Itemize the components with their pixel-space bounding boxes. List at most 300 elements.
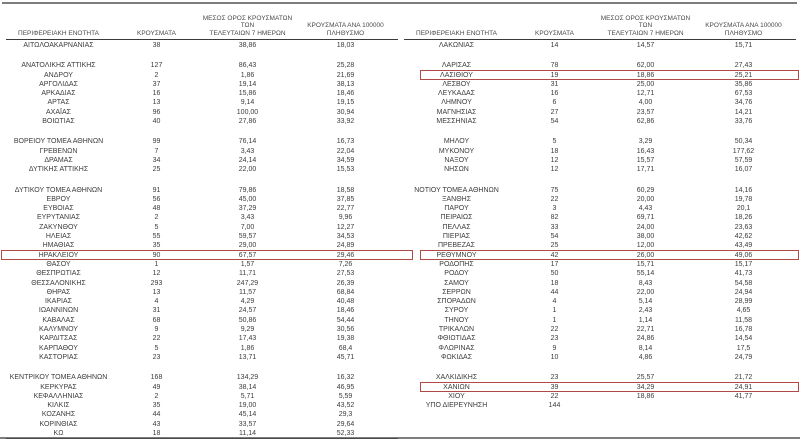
cell-cases: 2	[154, 392, 159, 400]
cell-cases-per-100000: 25,21	[734, 71, 753, 79]
table-row	[404, 392, 796, 401]
spacer-row	[404, 362, 796, 373]
cell-regional-unit: ΔΥΤΙΚΟΥ ΤΟΜΕΑ ΑΘΗΝΩΝ	[14, 186, 103, 194]
column-header-cases-per-100000: ΚΡΟΥΣΜΑΤΑ ΑΝΑ 100000 ΠΛΗΘΥΣΜΟ	[705, 22, 782, 37]
cell-cases: 22	[550, 195, 559, 203]
table-row	[404, 401, 796, 410]
table-row	[6, 204, 398, 213]
cell-cases-per-100000: 18,58	[336, 186, 355, 194]
cell-cases: 1	[154, 260, 159, 268]
cell-cases-per-100000: 67,53	[734, 90, 753, 98]
cell-regional-unit: ΧΑΛΚΙΔΙΚΗΣ	[435, 374, 478, 382]
cell-7day-average: 1,86	[240, 71, 255, 79]
cell-cases: 18	[550, 147, 559, 155]
cell-cases: 19	[550, 71, 559, 79]
cell-cases-per-100000: 26,39	[336, 279, 355, 287]
cell-7day-average: 11,71	[239, 270, 256, 278]
cell-regional-unit: ΝΑΞΟΥ	[444, 156, 469, 164]
cell-7day-average: 4,00	[638, 99, 653, 107]
table-row	[6, 420, 398, 429]
cell-7day-average: 34,29	[636, 383, 655, 391]
cell-cases: 18	[152, 429, 161, 437]
cell-cases-per-100000: 49,06	[734, 251, 753, 259]
cell-cases-per-100000: 18,46	[336, 90, 355, 98]
cell-regional-unit: ΣΑΜΟΥ	[444, 279, 469, 287]
cell-7day-average: 11,14	[239, 429, 256, 437]
cell-cases: 35	[152, 242, 161, 250]
cell-cases: 13	[152, 288, 161, 296]
cell-cases-per-100000: 14,21	[734, 108, 753, 116]
table-row	[404, 269, 796, 278]
cell-cases: 75	[550, 186, 559, 194]
cell-cases: 1	[552, 316, 557, 324]
cell-cases: 4	[154, 298, 159, 306]
cell-7day-average: 4,29	[240, 298, 255, 306]
cell-cases: 12	[550, 166, 559, 174]
cell-regional-unit: ΕΥΡΥΤΑΝΙΑΣ	[36, 214, 81, 222]
cell-regional-unit: ΗΡΑΚΛΕΙΟΥ	[38, 251, 79, 259]
cell-cases-per-100000: 50,34	[734, 138, 753, 146]
cell-cases-per-100000: 4,65	[736, 307, 751, 315]
table-row	[404, 204, 796, 213]
cell-cases: 50	[550, 270, 559, 278]
cell-cases: 13	[152, 99, 161, 107]
table-row	[6, 137, 398, 146]
cell-regional-unit: ΛΑΣΙΘΙΟΥ	[440, 71, 473, 79]
cell-cases: 44	[152, 411, 161, 419]
column-header-regional-unit: ΠΕΡΙΦΕΡΕΙΑΚΗ ΕΝΟΤΗΤΑ	[416, 29, 497, 37]
cell-cases-per-100000: 16,07	[734, 166, 753, 174]
cell-regional-unit: ΘΗΡΑΣ	[46, 288, 71, 296]
cell-cases: 10	[550, 353, 559, 361]
cell-regional-unit: ΠΕΙΡΑΙΩΣ	[440, 214, 473, 222]
cell-cases: 17	[550, 260, 559, 268]
table-row	[404, 137, 796, 146]
cell-regional-unit: ΚΑΡΔΙΤΣΑΣ	[39, 335, 78, 343]
cell-7day-average: 13,71	[238, 353, 257, 361]
table-row	[6, 232, 398, 241]
cell-7day-average: 247,29	[236, 279, 259, 287]
table-row	[404, 260, 796, 269]
cell-cases: 4	[552, 298, 557, 306]
cell-cases: 2	[154, 214, 159, 222]
cell-cases-per-100000: 25,28	[336, 62, 355, 70]
cell-7day-average: 9,14	[240, 99, 255, 107]
cell-regional-unit: ΚΙΛΚΙΣ	[47, 402, 70, 410]
table-row	[404, 213, 796, 222]
cell-7day-average: 37,29	[238, 205, 257, 213]
cell-cases-per-100000: 27,53	[336, 270, 355, 278]
cell-regional-unit: ΜΑΓΝΗΣΙΑΣ	[436, 108, 477, 116]
cell-regional-unit: ΑΝΑΤΟΛΙΚΗΣ ΑΤΤΙΚΗΣ	[21, 62, 96, 70]
cell-regional-unit: ΚΟΡΙΝΘΙΑΣ	[39, 420, 78, 428]
cell-cases: 48	[152, 205, 161, 213]
cell-7day-average: 7,00	[240, 223, 255, 231]
cell-cases-per-100000: 54,58	[734, 279, 753, 287]
cell-cases-per-100000: 33,76	[734, 118, 753, 126]
table-header	[404, 13, 796, 40]
cell-cases-per-100000: 23,63	[734, 223, 753, 231]
table-row	[404, 373, 796, 382]
cell-cases-per-100000: 29,3	[338, 411, 353, 419]
cell-7day-average: 1,14	[638, 316, 653, 324]
table-row	[404, 241, 796, 250]
cell-7day-average: 23,57	[636, 108, 655, 116]
cell-cases: 22	[152, 335, 161, 343]
cell-7day-average	[600, 401, 691, 410]
cell-cases-per-100000: 52,33	[336, 429, 355, 437]
cell-cases: 91	[152, 186, 161, 194]
cell-cases: 82	[550, 214, 559, 222]
table-row	[6, 41, 398, 50]
cell-cases-per-100000: 68,84	[336, 288, 355, 296]
cell-cases: 39	[550, 383, 559, 391]
cell-cases-per-100000: 15,53	[336, 166, 355, 174]
cell-7day-average: 14,57	[636, 42, 655, 49]
cell-cases-per-100000: 11,58	[735, 316, 752, 324]
table-row	[6, 279, 398, 288]
cell-7day-average: 15,57	[636, 156, 655, 164]
table-row	[6, 429, 398, 438]
cell-regional-unit: ΑΝΔΡΟΥ	[44, 71, 73, 79]
table-row	[6, 223, 398, 232]
cell-7day-average: 38,86	[238, 42, 257, 49]
cell-regional-unit: ΡΟΔΟΠΗΣ	[439, 260, 474, 268]
table-row	[404, 306, 796, 315]
cell-cases: 23	[152, 353, 161, 361]
cell-cases-per-100000: 18,26	[734, 214, 753, 222]
table-row	[6, 80, 398, 89]
column-header-cases: ΚΡΟΥΣΜΑΤΑ	[535, 29, 574, 37]
cell-regional-unit: ΜΥΚΟΝΟΥ	[438, 147, 475, 155]
cell-7day-average: 5,71	[240, 392, 255, 400]
cell-regional-unit: ΒΟΡΕΙΟΥ ΤΟΜΕΑ ΑΘΗΝΩΝ	[13, 138, 104, 146]
cell-regional-unit: ΚΕΝΤΡΙΚΟΥ ΤΟΜΕΑ ΑΘΗΝΩΝ	[9, 374, 108, 382]
cell-cases: 6	[552, 99, 557, 107]
table-row	[6, 297, 398, 306]
table-row	[6, 71, 398, 80]
table-row	[404, 147, 796, 156]
cell-cases-per-100000: 43,49	[734, 242, 753, 250]
cell-regional-unit: ΚΩ	[53, 429, 64, 437]
cell-cases-per-100000: 40,48	[336, 298, 355, 306]
cell-cases: 90	[152, 251, 161, 259]
spacer-row	[404, 126, 796, 137]
cell-regional-unit: ΛΑΚΩΝΙΑΣ	[438, 42, 475, 49]
cell-regional-unit: ΚΑΡΠΑΘΟΥ	[39, 344, 78, 352]
cell-regional-unit: ΗΛΕΙΑΣ	[45, 233, 72, 241]
table-row	[404, 344, 796, 353]
cell-cases-per-100000: 20,1	[736, 205, 751, 213]
cell-cases: 22	[550, 392, 559, 400]
cell-7day-average: 25,00	[636, 80, 655, 88]
cell-7day-average: 69,71	[636, 214, 655, 222]
table-row	[6, 316, 398, 325]
cell-7day-average: 5,14	[638, 298, 653, 306]
cell-7day-average: 18,86	[636, 392, 655, 400]
cell-regional-unit: ΧΙΟΥ	[448, 392, 465, 400]
cell-7day-average: 33,57	[238, 420, 257, 428]
cell-cases-per-100000: 5,59	[338, 392, 353, 400]
cell-cases: 12	[152, 270, 161, 278]
cell-regional-unit: ΘΕΣΠΡΩΤΙΑΣ	[36, 270, 81, 278]
cell-7day-average: 24,14	[238, 156, 257, 164]
table-row	[404, 186, 796, 195]
table-row	[404, 334, 796, 343]
cell-7day-average: 25,57	[636, 374, 655, 382]
cell-7day-average: 134,29	[236, 374, 259, 382]
cell-cases: 144	[548, 402, 561, 410]
cell-cases-per-100000: 42,62	[734, 233, 753, 241]
cell-regional-unit: ΦΛΩΡΙΝΑΣ	[438, 344, 475, 352]
cell-regional-unit: ΛΕΥΚΑΔΑΣ	[437, 90, 476, 98]
column-header-cases: ΚΡΟΥΣΜΑΤΑ	[137, 29, 176, 37]
cell-7day-average: 45,00	[238, 195, 257, 203]
cell-cases-per-100000: 21,69	[336, 71, 355, 79]
cell-7day-average: 62,00	[636, 62, 655, 70]
column-header-7day-average: ΜΕΣΟΣ ΟΡΟΣ ΚΡΟΥΣΜΑΤΩΝ ΤΩΝ ΤΕΛΕΥΤΑΙΩΝ 7 ΗΜΕΡΩΝ	[600, 14, 691, 37]
cell-cases: 127	[150, 62, 163, 70]
table-row	[404, 316, 796, 325]
cell-cases-per-100000: 68,4	[338, 344, 353, 352]
cell-7day-average: 22,71	[636, 326, 655, 334]
cell-cases: 27	[550, 108, 559, 116]
column-header-regional-unit: ΠΕΡΙΦΕΡΕΙΑΚΗ ΕΝΟΤΗΤΑ	[18, 29, 99, 37]
top-rule	[2, 2, 797, 4]
cell-regional-unit: ΣΠΟΡΑΔΩΝ	[437, 298, 476, 306]
cell-regional-unit: ΚΑΛΥΜΝΟΥ	[39, 326, 78, 334]
cell-7day-average: 1,86	[240, 344, 255, 352]
cell-7day-average: 29,00	[238, 242, 257, 250]
table-row	[6, 392, 398, 401]
table-row	[404, 288, 796, 297]
cell-cases: 25	[550, 242, 559, 250]
cell-7day-average: 19,14	[238, 80, 257, 88]
table-row	[6, 383, 398, 392]
cell-regional-unit: ΛΗΜΝΟΥ	[441, 99, 472, 107]
cell-regional-unit: ΚΑΣΤΟΡΙΑΣ	[39, 353, 78, 361]
cell-cases-per-100000: 19,38	[336, 335, 355, 343]
cell-regional-unit: ΖΑΚΥΝΘΟΥ	[39, 223, 78, 231]
cell-regional-unit: ΦΘΙΩΤΙΔΑΣ	[437, 335, 476, 343]
column-header-cases-per-100000: ΚΡΟΥΣΜΑΤΑ ΑΝΑ 100000 ΠΛΗΘΥΣΜΟ	[307, 22, 384, 37]
cell-7day-average: 9,29	[240, 326, 255, 334]
cell-regional-unit: ΦΩΚΙΔΑΣ	[440, 353, 473, 361]
cell-7day-average: 62,86	[636, 118, 655, 126]
cell-cases: 34	[152, 156, 161, 164]
cell-cases: 68	[152, 316, 161, 324]
cell-cases: 35	[152, 402, 161, 410]
cell-regional-unit: ΠΑΡΟΥ	[444, 205, 469, 213]
cell-cases-per-100000: 22,04	[336, 147, 355, 155]
table-body	[404, 40, 796, 410]
cell-regional-unit: ΠΙΕΡΙΑΣ	[442, 233, 471, 241]
cell-regional-unit: ΚΕΦΑΛΛΗΝΙΑΣ	[33, 392, 84, 400]
cell-regional-unit: ΑΧΑΪΑΣ	[46, 108, 71, 116]
cell-cases: 42	[550, 251, 559, 259]
cell-regional-unit: ΔΥΤΙΚΗΣ ΑΤΤΙΚΗΣ	[28, 166, 89, 174]
table-row	[6, 213, 398, 222]
cell-7day-average: 2,43	[638, 307, 653, 315]
cell-7day-average: 3,29	[638, 138, 653, 146]
table-row	[6, 269, 398, 278]
cell-cases: 168	[150, 374, 163, 382]
column-header-7day-average: ΜΕΣΟΣ ΟΡΟΣ ΚΡΟΥΣΜΑΤΩΝ ΤΩΝ ΤΕΛΕΥΤΑΙΩΝ 7 ΗΜΕΡΩΝ	[202, 14, 293, 37]
table-row	[404, 223, 796, 232]
cell-7day-average: 17,71	[636, 166, 655, 174]
table-row	[404, 232, 796, 241]
table-row	[6, 306, 398, 315]
cell-7day-average: 22,00	[636, 288, 655, 296]
cell-cases: 2	[154, 71, 159, 79]
cell-regional-unit: ΚΟΖΑΝΗΣ	[41, 411, 76, 419]
cell-cases-per-100000: 24,94	[734, 288, 753, 296]
cell-cases: 43	[152, 420, 161, 428]
cell-regional-unit: ΓΡΕΒΕΝΩΝ	[39, 147, 78, 155]
cell-cases-per-100000: 30,56	[336, 326, 355, 334]
cell-cases: 22	[550, 326, 559, 334]
cell-7day-average: 19,00	[238, 402, 257, 410]
cell-regional-unit: ΙΚΑΡΙΑΣ	[45, 298, 72, 306]
cell-regional-unit: ΧΑΝΙΩΝ	[443, 383, 470, 391]
cell-7day-average: 38,14	[238, 383, 257, 391]
cell-7day-average: 20,00	[636, 195, 655, 203]
cell-cases: 14	[550, 42, 559, 49]
cell-cases: 99	[152, 138, 161, 146]
cell-cases-per-100000: 18,46	[336, 307, 355, 315]
cell-cases-per-100000: 27,43	[734, 62, 753, 70]
cell-cases-per-100000: 57,59	[734, 156, 753, 164]
cell-cases-per-100000: 18,03	[336, 42, 355, 49]
cell-7day-average: 24,86	[636, 335, 655, 343]
table-row	[404, 80, 796, 89]
cell-cases: 5	[552, 138, 557, 146]
cell-cases: 31	[550, 80, 559, 88]
cell-regional-unit: ΡΟΔΟΥ	[444, 270, 469, 278]
table-row	[6, 147, 398, 156]
cell-regional-unit: ΕΒΡΟΥ	[46, 195, 71, 203]
table-row	[6, 373, 398, 382]
cell-7day-average: 3,43	[240, 147, 255, 155]
cell-cases-per-100000: 35,86	[734, 80, 753, 88]
cell-cases-per-100000: 24,79	[734, 353, 753, 361]
cell-7day-average: 50,86	[238, 316, 257, 324]
cell-regional-unit: ΣΕΡΡΩΝ	[442, 288, 471, 296]
cell-7day-average: 45,14	[238, 411, 257, 419]
cell-regional-unit: ΤΗΝΟΥ	[444, 316, 469, 324]
cell-7day-average: 12,71	[636, 90, 655, 98]
cell-cases-per-100000: 33,92	[336, 118, 355, 126]
cell-cases: 9	[154, 326, 159, 334]
cell-cases-per-100000: 177,62	[732, 147, 755, 155]
table-row	[6, 353, 398, 362]
table-row	[6, 344, 398, 353]
spacer-row	[404, 175, 796, 186]
cell-7day-average: 1,57	[240, 260, 255, 268]
table-row	[404, 98, 796, 107]
table-row	[404, 61, 796, 70]
cell-cases-per-100000: 16,73	[336, 138, 355, 146]
cell-regional-unit: ΛΑΡΙΣΑΣ	[441, 62, 472, 70]
cell-cases-per-100000: 14,54	[734, 335, 753, 343]
cell-7day-average: 22,00	[238, 166, 257, 174]
table-row	[6, 108, 398, 117]
cell-cases: 37	[152, 80, 161, 88]
cell-cases: 55	[152, 233, 161, 241]
cell-regional-unit: ΘΕΣΣΑΛΟΝΙΚΗΣ	[31, 279, 86, 287]
spacer-row	[6, 126, 398, 137]
table-row	[404, 353, 796, 362]
cell-cases-per-100000: 19,15	[336, 99, 355, 107]
cell-7day-average: 86,43	[238, 62, 257, 70]
table-row	[404, 117, 796, 126]
cell-cases-per-100000: 16,32	[336, 374, 355, 382]
cell-cases: 54	[550, 233, 559, 241]
table-row	[6, 325, 398, 334]
cell-7day-average: 8,14	[638, 344, 653, 352]
cell-cases: 78	[550, 62, 559, 70]
table-row	[6, 334, 398, 343]
cell-regional-unit: ΑΡΓΟΛΙΔΑΣ	[39, 80, 78, 88]
cell-cases: 38	[152, 42, 161, 49]
cell-7day-average: 12,00	[636, 242, 655, 250]
cell-cases-per-100000: 15,71	[734, 42, 753, 49]
cell-cases-per-100000: 17,5	[736, 344, 751, 352]
cell-cases-per-100000: 15,17	[734, 260, 753, 268]
cell-cases: 12	[550, 156, 559, 164]
spacer-row	[6, 175, 398, 186]
table-row	[404, 165, 796, 174]
table-row	[6, 410, 398, 419]
table-row	[6, 401, 398, 410]
cell-7day-average: 60,29	[636, 186, 655, 194]
cell-cases: 16	[550, 90, 559, 98]
cell-7day-average: 3,43	[240, 214, 255, 222]
cell-cases: 44	[550, 288, 559, 296]
table-row	[6, 117, 398, 126]
table-header	[6, 13, 398, 40]
cell-cases: 3	[552, 205, 557, 213]
cell-7day-average: 55,14	[636, 270, 655, 278]
cell-cases-per-100000: 41,77	[734, 392, 753, 400]
cell-7day-average: 11,57	[239, 288, 256, 296]
cell-cases: 23	[550, 335, 559, 343]
cell-cases-per-100000: 22,77	[336, 205, 355, 213]
cell-cases-per-100000: 34,59	[336, 156, 355, 164]
table-row	[404, 71, 796, 80]
cell-7day-average: 59,57	[238, 233, 257, 241]
cell-cases: 9	[552, 344, 557, 352]
cell-cases: 23	[550, 374, 559, 382]
cell-cases-per-100000: 24,89	[336, 242, 355, 250]
table-row	[6, 165, 398, 174]
cell-cases-per-100000: 21,72	[734, 374, 753, 382]
cell-cases: 54	[550, 118, 559, 126]
cell-7day-average: 4,86	[638, 353, 653, 361]
cell-regional-unit: ΞΑΝΘΗΣ	[441, 195, 472, 203]
table-row	[404, 279, 796, 288]
cell-regional-unit: ΗΜΑΘΙΑΣ	[42, 242, 75, 250]
cell-regional-unit: ΤΡΙΚΑΛΩΝ	[438, 326, 475, 334]
cell-cases-per-100000: 38,13	[336, 80, 355, 88]
cell-cases-per-100000: 43,52	[336, 402, 355, 410]
table-row	[404, 156, 796, 165]
cell-cases: 5	[154, 344, 159, 352]
cell-regional-unit: ΡΕΘΥΜΝΟΥ	[436, 251, 477, 259]
cell-cases: 56	[152, 195, 161, 203]
cell-cases-per-100000: 29,64	[336, 420, 355, 428]
cell-cases-per-100000: 9,96	[338, 214, 353, 222]
